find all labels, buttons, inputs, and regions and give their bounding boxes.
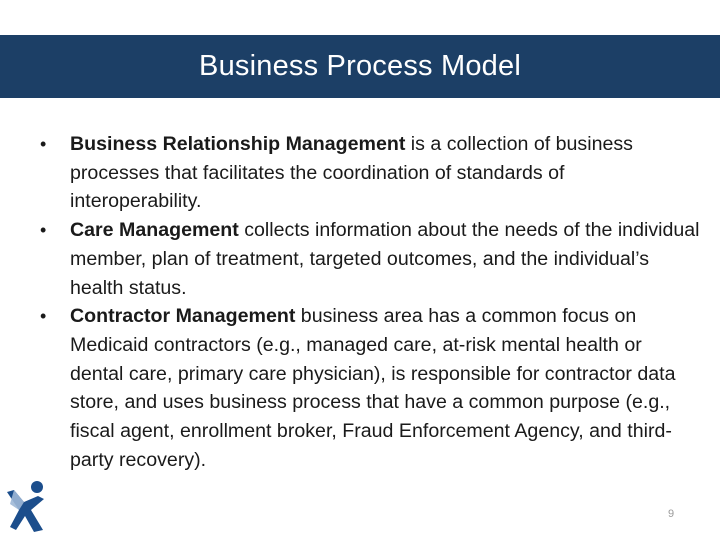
bullet-icon: • [40, 220, 47, 241]
title-bar [0, 35, 720, 98]
slide-title: Business Process Model [199, 50, 521, 82]
page-number: 9 [668, 508, 675, 520]
bullet-term: Business Relationship Management [70, 133, 406, 155]
person-figure-logo-icon [4, 478, 50, 534]
bullet-list [40, 130, 700, 474]
bullet-icon: • [40, 306, 47, 327]
bullet-item-business-relationship-management [40, 130, 700, 216]
bullet-term: Contractor Management [70, 305, 296, 328]
bullet-item-contractor-management [40, 302, 700, 474]
bullet-text: collects information about the needs of the individual member, plan of treatment, targeted outcomes, and the individual’s health status. [70, 219, 700, 299]
bullet-text: is a collection of business processes that facilitates the coordination of standards of interoperability. [70, 133, 633, 213]
bullet-term: Care Management [70, 219, 239, 242]
bullet-text: business area has a common focus on Medicaid contractors (e.g., managed care, at-risk mental health or dental care, primary care physician), is responsible for contractor data store, and uses business process that have a common purpose (e.g., fiscal agent, enrollment broker, Fraud Enforcement Agency, and third-party recovery). [70, 305, 676, 471]
bullet-item-care-management [40, 216, 700, 302]
bullet-icon: • [40, 134, 47, 154]
